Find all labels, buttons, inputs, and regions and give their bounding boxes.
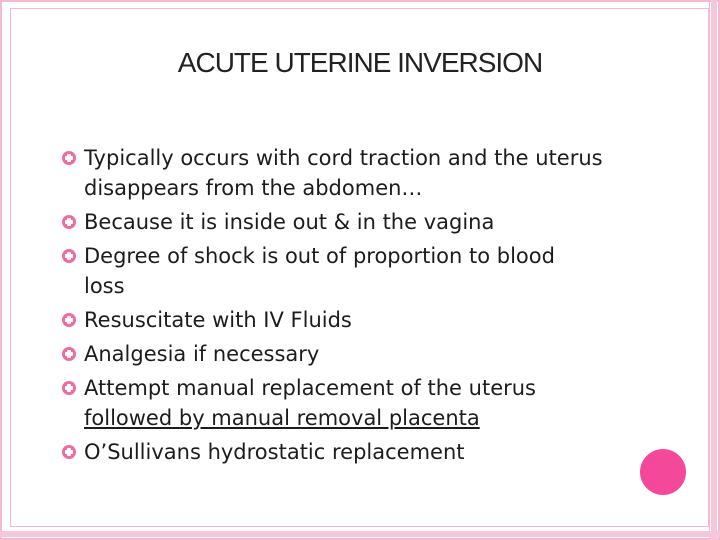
bullet-item: [62, 339, 672, 369]
bullet-text-line: Degree of shock is out of proportion to blood: [84, 244, 555, 268]
bullet-item: [62, 241, 672, 301]
bullet-list: [62, 143, 672, 471]
bullet-item: [62, 143, 672, 203]
bullet-icon: [62, 249, 76, 263]
bullet-icon: [62, 347, 76, 361]
bullet-icon: [62, 313, 76, 327]
bullet-item: [62, 437, 672, 467]
decorative-pink-circle: [640, 449, 686, 495]
bullet-icon: [62, 445, 76, 459]
bullet-icon: [62, 215, 76, 229]
bullet-icon: [62, 381, 76, 395]
bullet-text-line: Because it is inside out & in the vagina: [84, 210, 495, 234]
bullet-text-line: Analgesia if necessary: [84, 342, 320, 366]
slide-bottom-edge: [0, 531, 720, 537]
bullet-item: [62, 373, 672, 433]
bullet-item: [62, 207, 672, 237]
bullet-text-line: disappears from the abdomen…: [84, 176, 423, 200]
bullet-icon: [62, 151, 76, 165]
slide-title: ACUTE UTERINE INVERSION: [177, 47, 543, 78]
bullet-text-line: Resuscitate with IV Fluids: [84, 308, 352, 332]
bullet-text-line: Typically occurs with cord traction and the uterus: [84, 146, 603, 170]
bullet-text-line: O’Sullivans hydrostatic replacement: [84, 440, 465, 464]
bullet-text-line: loss: [84, 274, 125, 298]
bullet-text-line: Attempt manual replacement of the uterus: [84, 376, 536, 400]
bullet-text-line-underlined: followed by manual removal placenta: [84, 406, 480, 430]
slide-right-edge-line: [709, 0, 710, 540]
bullet-item: [62, 305, 672, 335]
slide-right-edge: [711, 0, 717, 540]
